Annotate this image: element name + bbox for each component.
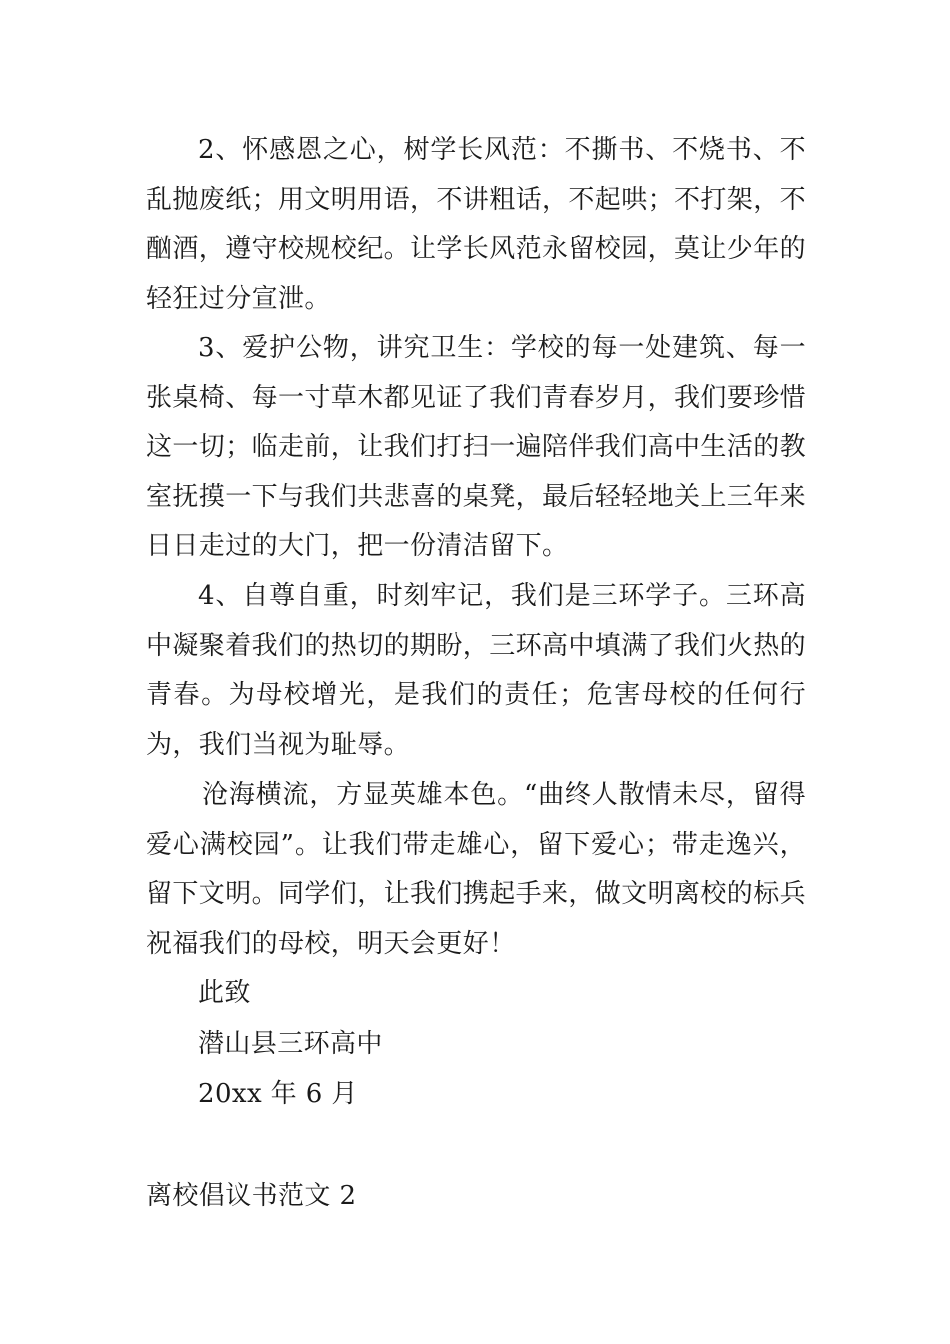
paragraph-item-2: 2、怀感恩之心，树学长风范：不撕书、不烧书、不乱抛废纸；用文明用语，不讲粗话，不起哄；不打架，不酗酒，遵守校规校纪。让学长风范永留校园，莫让少年的轻狂过分宣泄。 xyxy=(146,135,807,314)
paragraph-item-3: 3、爱护公物，讲究卫生：学校的每一处建筑、每一张桌椅、每一寸草木都见证了我们青春岁月，我们要珍惜这一切；临走前，让我们打扫一遍陪伴我们高中生活的教室抚摸一下与我们共悲喜的桌凳，最后轻轻地关上三年来日日走过的大门，把一份清洁留下。 xyxy=(146,333,807,561)
closing-salutation: 此致 xyxy=(198,978,251,1008)
next-section-title: 离校倡议书范文 2 xyxy=(146,1181,357,1211)
date: 20xx 年 6 月 xyxy=(198,1079,358,1109)
paragraph-item-4: 4、自尊自重，时刻牢记，我们是三环学子。三环高中凝聚着我们的热切的期盼，三环高中填满了我们火热的青春。为母校增光，是我们的责任；危害母校的任何行为，我们当视为耻辱。 xyxy=(146,581,807,760)
paragraph-conclusion: 沧海横流，方显英雄本色。“曲终人散情未尽，留得爱心满校园”。让我们带走雄心，留下爱心；带走逸兴，留下文明。同学们，让我们携起手来，做文明离校的标兵祝福我们的母校，明天会更好！ xyxy=(146,780,807,959)
signature: 潜山县三环高中 xyxy=(198,1029,383,1059)
